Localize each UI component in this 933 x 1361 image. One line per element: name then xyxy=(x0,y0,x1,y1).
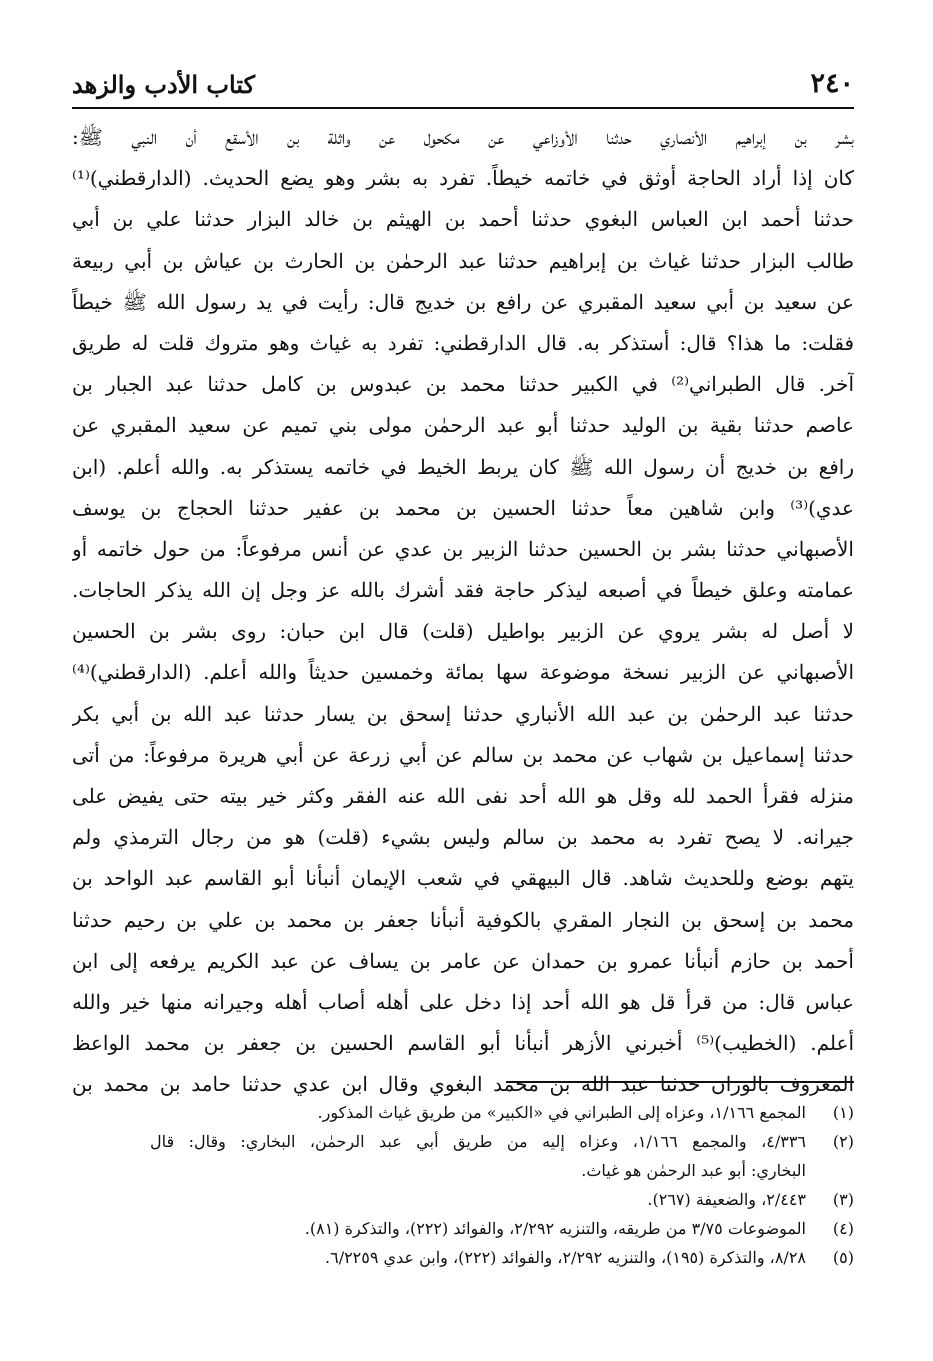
page-number: ٢٤٠ xyxy=(810,68,854,99)
footnote-2-continued xyxy=(150,1156,854,1185)
footnote-text: ٤/٣٣٦، والمجمع ١/١٦٦، وعزاه إليه من طريق أبي عبد الرحمٰن، البخاري: وقال: قال xyxy=(150,1132,806,1151)
footnote-text-continued: البخاري: أبو عبد الرحمٰن هو غياث. xyxy=(581,1161,806,1180)
footnote-text: ٢/٤٤٣، والضعيفة (٢٦٧). xyxy=(647,1190,806,1209)
book-title: كتاب الأدب والزهد xyxy=(72,70,255,99)
footnote-number: (٣) xyxy=(832,1190,854,1209)
text-line: جيرانه. لا يصح تفرد به محمد بن سالم وليس بشيء (قلت) هو من رجال الترمذي ولم xyxy=(72,825,854,850)
footnote-divider xyxy=(506,1081,854,1083)
header-divider xyxy=(72,107,854,109)
footnote-number: (١) xyxy=(832,1103,854,1122)
text-line: فقلت: ما هذا؟ قال: أستذكر به. قال الدارقطني: تفرد به غياث وهو متروك قلت له طريق xyxy=(72,330,854,355)
text-line: حدثنا إسماعيل بن شهاب عن محمد بن سالم عن أبي زرعة عن أبي هريرة مرفوعاً: من أتى xyxy=(72,742,854,767)
text-line: عن سعيد بن أبي سعيد المقبري عن رافع بن خديج قال: رأيت في يد رسول الله ﷺ خيطاً xyxy=(72,289,854,314)
text-line: منزله فقرأ الحمد لله وقل هو الله أحد نفى الله عنه الفقر وكثر خير بيته حتى يفيض على xyxy=(72,784,854,808)
page-header xyxy=(72,66,854,106)
footnote-5 xyxy=(150,1243,854,1272)
text-line: أحمد بن حازم أنبأنا عمرو بن حمدان عن عامر بن يساف عن عبد الكريم يرفعه إلى ابن xyxy=(72,948,854,973)
text-line: يتهم بوضع وللحديث شاهد. قال البيهقي في شعب الإيمان أنبأنا أبو القاسم عبد الواحد بن xyxy=(72,866,854,891)
text-line: الأصبهاني عن الزبير نسخة موضوعة سها بمائة وخمسين حديثاً والله أعلم. (الدارقطني)⁽⁴⁾ xyxy=(72,660,854,685)
text-line: بشر بن إبراهيم الأنصاري حدثنا الأوزاعي عن مكحول عن واثلة بن الأسقع أن النبي ﷺ: xyxy=(72,125,854,149)
text-line: كان إذا أراد الحاجة أوثق في خاتمه خيطاً. تفرد به بشر وهو يضع الحديث. (الدارقطني)⁽¹⁾ xyxy=(72,166,854,191)
footnotes xyxy=(150,1098,854,1272)
text-line: عاصم حدثنا بقية بن الوليد حدثنا أبو عبد الرحمٰن مولى بني تميم عن سعيد المقبري عن xyxy=(72,413,854,438)
text-line: رافع بن خديج أن رسول الله ﷺ كان يربط الخيط في خاتمه يستذكر به. والله أعلم. (ابن xyxy=(72,454,854,479)
text-line: طالب البزار حدثنا غياث بن إبراهيم حدثنا عبد الرحمٰن بن الحارث بن عياش بن أبي ربيعة xyxy=(72,248,854,273)
text-line: محمد بن إسحق بن النجار المقري بالكوفية أنبأنا جعفر بن محمد بن علي بن رحيم حدثنا xyxy=(72,907,854,932)
text-line: عدي)⁽³⁾ وابن شاهين معاً حدثنا الحسين بن محمد بن عفير حدثنا الحجاج بن يوسف xyxy=(72,495,854,520)
text-line: الأصبهاني حدثنا بشر بن الحسين حدثنا الزبير بن عدي عن أنس مرفوعاً: من حول خاتمه أو xyxy=(72,536,854,561)
footnote-number: (٥) xyxy=(832,1248,854,1267)
text-line: آخر. قال الطبراني⁽²⁾ في الكبير حدثنا محمد بن عبدوس بن كامل حدثنا عبد الجبار بن xyxy=(72,372,854,397)
text-line: لا أصل له بشر يروي عن الزبير بواطيل (قلت) قال ابن حبان: روى بشر بن الحسين xyxy=(72,619,854,644)
footnote-text: ٨/٢٨، والتذكرة (١٩٥)، والتنزيه ٢/٢٩٢، والفوائد (٢٢٢)، وابن عدي ٦/٢٢٥٩. xyxy=(325,1248,806,1267)
text-line: حدثنا عبد الرحمٰن بن عبد الله الأنباري حدثنا إسحق بن يسار حدثنا عبد الله بن أبي بكر xyxy=(72,701,854,726)
text-line: المعروف بالوزان حدثنا عبد الله بن محمد البغوي وقال ابن عدي حدثنا حامد بن محمد بن xyxy=(72,1072,854,1097)
text-line: أعلم. (الخطيب)⁽⁵⁾ أخبرني الأزهر أنبأنا أبو القاسم الحسين بن جعفر بن محمد الواعظ xyxy=(72,1031,854,1056)
text-line: عباس قال: من قرأ قل هو الله أحد إذا دخل على أهله أصاب أهله وجيرانه منها خير والله xyxy=(72,989,854,1014)
footnote-text: الموضوعات ٣/٧٥ من طريقه، والتنزيه ٢/٢٩٢، والفوائد (٢٢٢)، والتذكرة (٨١). xyxy=(304,1219,806,1238)
footnote-text: المجمع ١/١٦٦، وعزاه إلى الطبراني في «الكبير» من طريق غياث المذكور. xyxy=(317,1103,806,1122)
footnote-2 xyxy=(150,1127,854,1156)
footnote-number: (٤) xyxy=(832,1219,854,1238)
footnote-1 xyxy=(150,1098,854,1127)
footnote-number: (٢) xyxy=(832,1132,854,1151)
footnote-3 xyxy=(150,1185,854,1214)
text-line: حدثنا أحمد ابن العباس البغوي حدثنا أحمد بن الهيثم بن خالد البزار حدثنا علي بن أبي xyxy=(72,207,854,232)
text-line: عمامته وعلق خيطاً في أصبعه ليذكر حاجة فقد أشرك بالله عز وجل إن الله يذكر الحاجات. xyxy=(72,578,854,603)
main-text xyxy=(72,117,854,1106)
footnote-4 xyxy=(150,1214,854,1243)
